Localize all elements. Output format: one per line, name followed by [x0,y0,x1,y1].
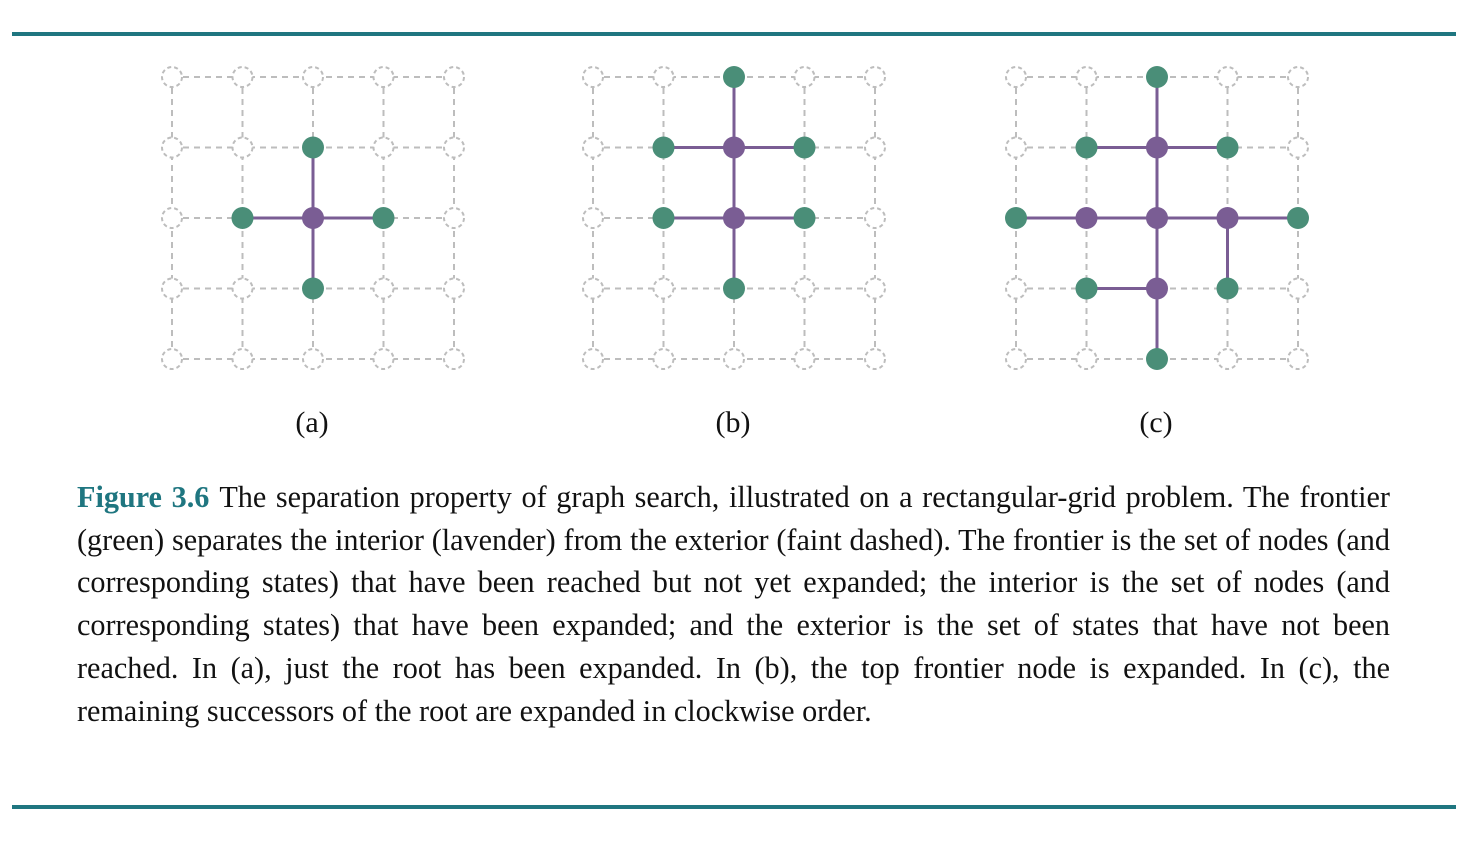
exterior-node [162,138,182,158]
exterior-node [654,67,674,87]
exterior-node [233,138,253,158]
exterior-node [1006,138,1026,158]
interior-node [1146,207,1168,229]
frontier-node [232,207,254,229]
exterior-node [1288,67,1308,87]
exterior-node [162,279,182,299]
exterior-node [374,138,394,158]
bottom-rule [12,805,1456,809]
exterior-node [583,138,603,158]
frontier-node [653,207,675,229]
panel-label-b: (b) [715,406,751,439]
frontier-node [1217,137,1239,159]
frontier-node [1287,207,1309,229]
exterior-node [795,67,815,87]
interior-node [1217,207,1239,229]
exterior-node [1218,67,1238,87]
exterior-node [724,349,744,369]
frontier-node [794,137,816,159]
exterior-node [583,67,603,87]
exterior-node [233,67,253,87]
figure-number: Figure 3.6 [77,480,210,514]
exterior-node [444,208,464,228]
exterior-node [1006,349,1026,369]
frontier-node [373,207,395,229]
interior-node [1146,278,1168,300]
exterior-node [444,349,464,369]
panel-b [583,66,885,369]
exterior-node [583,208,603,228]
exterior-node [1288,349,1308,369]
panel-a [162,67,464,369]
frontier-node [1076,137,1098,159]
exterior-node [374,349,394,369]
exterior-node [1077,349,1097,369]
frontier-node [794,207,816,229]
frontier-node [302,278,324,300]
panel-label-a: (a) [295,406,329,439]
exterior-node [162,349,182,369]
interior-node [1076,207,1098,229]
exterior-node [865,279,885,299]
exterior-node [583,279,603,299]
exterior-node [303,67,323,87]
exterior-node [1006,279,1026,299]
exterior-node [444,67,464,87]
exterior-node [654,279,674,299]
exterior-node [303,349,323,369]
exterior-node [865,349,885,369]
panel-c [1005,66,1309,370]
exterior-node [654,349,674,369]
exterior-node [583,349,603,369]
exterior-node [1006,67,1026,87]
frontier-node [1146,348,1168,370]
frontier-node [723,66,745,88]
exterior-node [795,349,815,369]
panel-label-c: (c) [1139,406,1173,439]
exterior-node [865,138,885,158]
frontier-node [653,137,675,159]
exterior-node [444,138,464,158]
frontier-node [302,137,324,159]
interior-node [1146,137,1168,159]
exterior-node [374,67,394,87]
exterior-node [865,67,885,87]
interior-node [723,207,745,229]
exterior-node [444,279,464,299]
frontier-node [1146,66,1168,88]
caption-text: The separation property of graph search, illustrated on a rectangular-grid problem. The frontier (green) separates the interior (lavender) from the exterior (faint dashed). The frontier is the set of nodes (and corresponding states) that have been reached but not yet expanded; the interior is the set of nodes (and corresponding states) that have been expanded; and the exterior is the set of states that have not been reached. In (a), just the root has been expanded. In (b), the top frontier node is expanded. In (c), the remaining successors of the root are expanded in clockwise order. [77,480,1390,728]
exterior-node [1218,349,1238,369]
exterior-node [795,279,815,299]
figure-caption [77,476,1390,732]
interior-node [723,137,745,159]
exterior-node [1077,67,1097,87]
exterior-node [1288,279,1308,299]
interior-node [302,207,324,229]
frontier-node [1076,278,1098,300]
exterior-node [374,279,394,299]
exterior-node [1288,138,1308,158]
exterior-node [233,279,253,299]
frontier-node [1217,278,1239,300]
exterior-node [162,208,182,228]
exterior-node [162,67,182,87]
exterior-node [233,349,253,369]
frontier-node [723,278,745,300]
frontier-node [1005,207,1027,229]
exterior-node [865,208,885,228]
